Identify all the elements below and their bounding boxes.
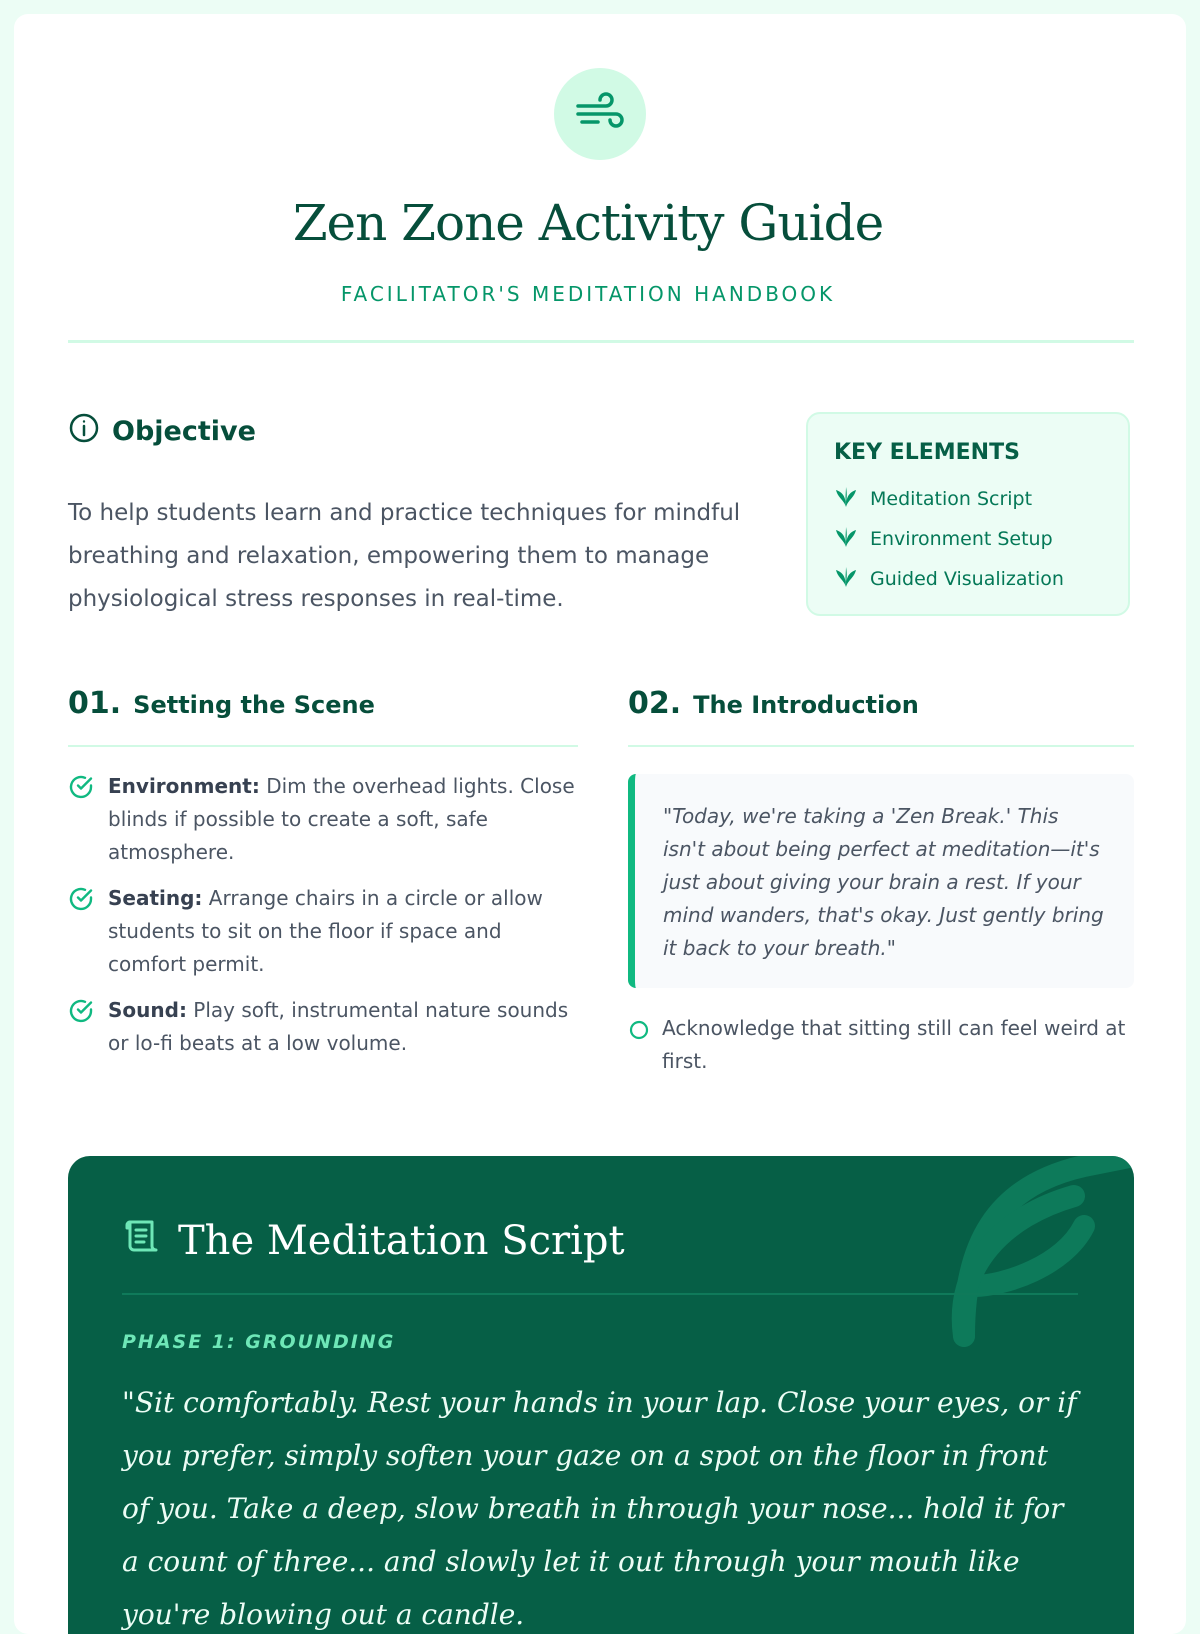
key-elements-card (806, 412, 1130, 616)
meditation-script-card (68, 1156, 1134, 1634)
scroll-icon (122, 1216, 162, 1266)
key-elements-title: KEY ELEMENTS (834, 440, 1020, 465)
key-element-item (834, 519, 1102, 559)
check-circle-icon (68, 998, 96, 1060)
intro-quote: "Today, we're taking a 'Zen Break.' This isn't about being perfect at meditation—it's just about giving your brain a rest. If your mind wanders, that's okay. Just gently bring it back to your breath." (628, 774, 1134, 988)
objective-heading-label: Objective (112, 416, 256, 447)
leaf-icon (834, 526, 858, 553)
check-circle-icon (68, 774, 96, 869)
item-label: Sound: (108, 998, 187, 1022)
logo-badge (554, 68, 646, 160)
section-title: Setting the Scene (133, 691, 375, 719)
page-title: Zen Zone Activity Guide (292, 194, 884, 252)
check-circle-icon (68, 886, 96, 981)
info-icon (68, 412, 100, 451)
section-number: 02. (628, 686, 682, 721)
list-item (628, 1012, 1134, 1078)
wind-icon (574, 92, 626, 136)
objective-heading (68, 412, 256, 451)
phase-label: PHASE 1: GROUNDING (122, 1331, 396, 1353)
page-subtitle: FACILITATOR'S MEDITATION HANDBOOK (340, 282, 836, 306)
list-item (68, 882, 578, 981)
leaf-decoration (934, 1156, 1134, 1356)
key-element-label: Guided Visualization (870, 568, 1064, 590)
item-text: Acknowledge that sitting still can feel weird at first. (662, 1016, 1126, 1073)
item-label: Seating: (108, 886, 203, 910)
objective-text: To help students learn and practice techniques for mindful breathing and relaxation, empowering them to manage physiological stress responses in real-time. (68, 500, 741, 612)
setup-checklist (68, 770, 578, 1073)
header-divider (68, 340, 1134, 343)
item-text: Arrange chairs in a circle or allow students to sit on the floor if space and comfort permit. (108, 886, 543, 976)
script-heading (122, 1216, 625, 1266)
script-divider (122, 1293, 1078, 1295)
script-title: The Meditation Script (178, 1218, 625, 1264)
item-label: Environment: (108, 774, 260, 798)
section-2-divider (628, 745, 1134, 747)
key-element-item (834, 479, 1102, 519)
item-text: Dim the overhead lights. Close blinds if possible to create a soft, safe atmosphere. (108, 774, 575, 864)
section-2-heading (628, 686, 919, 721)
section-number: 01. (68, 686, 122, 721)
key-element-label: Meditation Script (870, 488, 1033, 510)
script-text: "Sit comfortably. Rest your hands in your lap. Close your eyes, or if you prefer, simply soften your gaze on a spot on the floor in front of you. Take a deep, slow breath in through your nose... hold it for a count of three... and slowly let it out through your mouth like you're blowing out a candle. (122, 1386, 1077, 1631)
key-element-label: Environment Setup (870, 528, 1053, 550)
list-item (68, 994, 578, 1060)
list-item (68, 770, 578, 869)
key-element-item (834, 559, 1102, 599)
section-1-divider (68, 745, 578, 747)
guide-page (14, 14, 1186, 1634)
leaf-icon (834, 486, 858, 513)
leaf-icon (834, 566, 858, 593)
circle-icon (628, 1018, 650, 1078)
section-title: The Introduction (693, 691, 919, 719)
section-1-heading (68, 686, 375, 721)
item-text: Play soft, instrumental nature sounds or lo-fi beats at a low volume. (108, 998, 569, 1055)
